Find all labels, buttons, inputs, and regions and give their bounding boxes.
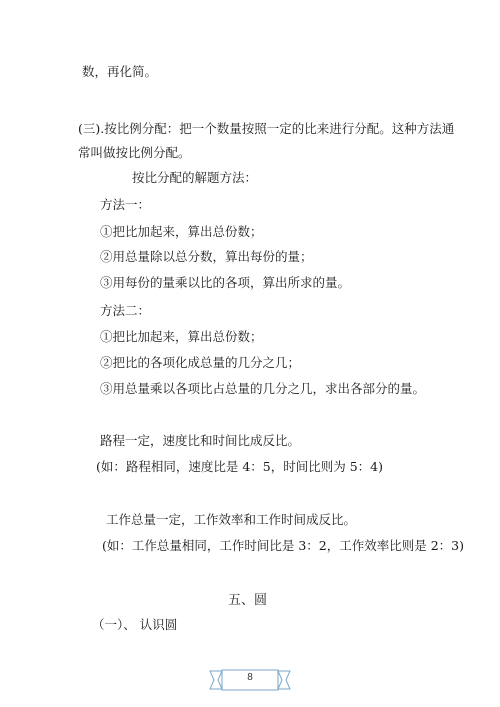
method-two-step-1: ①把比加起来，算出总份数； <box>100 329 263 344</box>
section-heading-proportional-distribution: (三).按比例分配：把一个数量按照一定的比来进行分配。这种方法通 <box>78 121 455 136</box>
method-two-label: 方法二： <box>100 303 151 318</box>
method-one-step-1: ①把比加起来，算出总份数； <box>100 224 263 239</box>
page-number: 8 <box>247 672 253 683</box>
rule-work-constant: 工作总量一定，工作效率和工作时间成反比。 <box>106 512 357 527</box>
chapter-title-circle: 五、圆 <box>228 593 268 608</box>
example-distance: (如：路程相同，速度比是 4：5，时间比则为 5：4) <box>96 459 384 474</box>
text-line: 数，再化简。 <box>82 64 158 79</box>
method-one-label: 方法一： <box>100 197 151 212</box>
rule-distance-constant: 路程一定，速度比和时间比成反比。 <box>100 433 301 448</box>
subheading-solving-method: 按比分配的解题方法： <box>132 170 258 185</box>
section-heading-know-circle: （一）、 认识圆 <box>92 617 178 632</box>
example-work: (如：工作总量相同，工作时间比是 3：2，工作效率比则是 2：3) <box>102 538 465 553</box>
page-footer <box>208 668 292 692</box>
text-line: 常叫做按比例分配。 <box>78 145 191 160</box>
method-two-step-3: ③用总量乘以各项比占总量的几分之几，求出各部分的量。 <box>100 381 426 396</box>
method-two-step-2: ②把比的各项化成总量的几分之几； <box>100 355 301 370</box>
method-one-step-2: ②用总量除以总分数，算出每份的量； <box>100 249 313 264</box>
method-one-step-3: ③用每份的量乘以比的各项，算出所求的量。 <box>100 275 351 290</box>
